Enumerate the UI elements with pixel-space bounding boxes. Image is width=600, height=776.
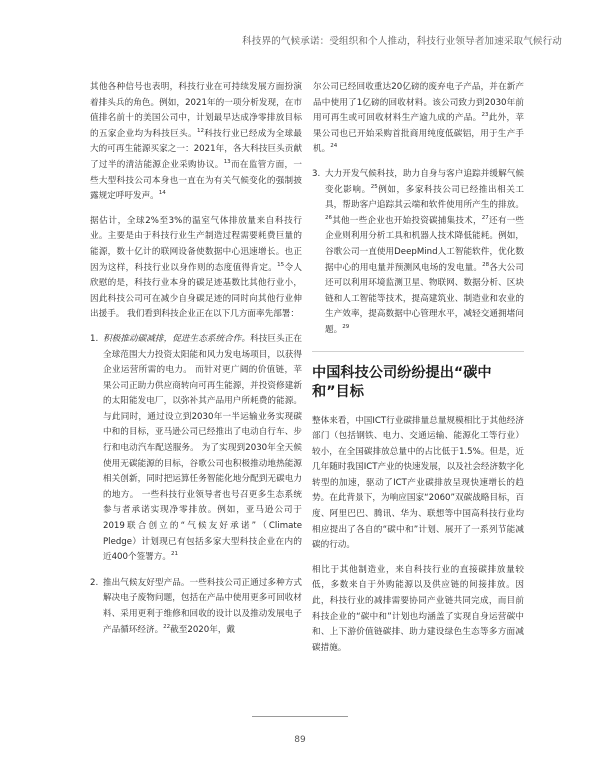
list-item: 3. 大力开发气候科技，助力自身与客户追踪并缓解气候变化影响。$^{25}$例如，多家科技公司已经推出相关工具，帮助客户追踪其云端和软件使用所产生的排放。$^{26}$其他一些企业也开始投资碳捕集技术，$^{27}$还有一些企业则利用分析工具和机器人技术降低能耗。例如，谷歌公司一直使用DeepMind人工智能软件，优化数据中心的用电量并预测风电场的发电量。$^{28}$各大公司还可以利用环境监测卫星、物联网、数据分析、区块链和人工智能等技术，提高建筑业、制造业和农业的生产效率，提高数据中心管理水平，减轻交通拥堵问题。$^{29}$ <box>312 168 524 335</box>
footnote-ref[interactable]: 23 <box>481 112 489 119</box>
list-item: 1. 积极推动碳减排，促进生态系统合作。科技巨头正在全球范围大力投资太阳能和风力发电场项目，以获得企业运营所需的电力。 而针对更广阔的价值链，苹果公司正助力供应商转向可再生能源，并投资修建新的太阳能发电厂，以弥补其产品用户所耗费的能源。 与此同时，通过设立到2030年一半运输业务实现碳中和的目标，亚马逊公司已经推出了电动自行车、步行和电动汽车配送服务。 为了实现到2030年全天候使用无碳能源的目标，谷歌公司也积极推动地热能源相关创新，同时把运算任务智能化地分配到无碳电力的地方。 一些科技行业领导者也号召更多生态系统参与者承诺实现净零排放。例如，亚马逊公司于2019联合创立的“气候友好承诺”（Climate Pledge）计划现已有包括多家大型科技企业在内的近400个签署方。$^{21}$ <box>90 333 302 563</box>
section-heading: 中国科技公司纷纷提出“碳中和”目标 <box>312 364 492 400</box>
list-number: 2. <box>90 577 99 588</box>
running-header: 科技界的气候承诺：受组织和个人推动，科技行业领导者加速采取气候行动 <box>242 36 562 47</box>
list-number: 3. <box>312 168 321 179</box>
footnote-ref[interactable]: 29 <box>342 324 350 331</box>
footnote-ref[interactable]: 25 <box>370 183 378 190</box>
footnote-ref[interactable]: 22 <box>163 623 171 630</box>
list-item-title: 积极推动碳减排，促进生态系统合作。 <box>103 333 251 344</box>
footnote-ref[interactable]: 14 <box>158 190 166 197</box>
paragraph: 整体来看，中国ICT行业碳排量总量规模相比于其他经济部门（包括钢铁、电力、交通运输、能源化工等行业）较小，在全国碳排放总量中的占比低于1.5%。但是，近几年随时我国ICT产业的快速发展，以及社会经济数字化转型的加速，驱动了ICT产业碳排放呈现快速增长的趋势。在此背景下，为响应国家“2060”双碳战略目标，百度、阿里巴巴、腾讯、华为、联想等中国高科技行业均相应提出了各自的“碳中和”计划、展开了一系列节能减碳的行动。 <box>312 415 524 551</box>
paragraph: 相比于其他制造业，来自科技行业的直接碳排放量较低，多数来自于外购能源以及供应链的间接排放。因此，科技行业的减排需要协同产业链共同完成，而目前科技企业的“碳中和”计划也均涵盖了实现自身运营碳中和、上下游价值链碳排、助力建设绿色生态等多方面减碳措施。 <box>312 564 524 653</box>
footnote-ref[interactable]: 12 <box>196 127 204 134</box>
page-number: 89 <box>294 735 306 745</box>
footer-divider <box>252 716 348 717</box>
paragraph: 其他各种信号也表明，科技行业在可持续发展方面扮演着排头兵的角色。例如，2021年的一项分析发现，在市值排名前十的美国公司中，计划最早达成净零排放目标的五家企业均为科技巨头。$^{12}$科技行业已经成为全球最大的可再生能源买家之一：2021年，各大科技巨头贡献了过半的清洁能源企业采购协议。$^{13}$而在监管方面，一些大型科技公司本身也一直在为有关气候变化的强制披露规定呼吁发声。$^{14}$ <box>90 82 302 202</box>
right-column <box>312 80 524 665</box>
footnote-ref[interactable]: 28 <box>482 261 490 268</box>
footnote-ref[interactable]: 26 <box>325 214 332 221</box>
footnote-ref[interactable]: 13 <box>223 159 231 166</box>
footnote-ref[interactable]: 21 <box>170 551 178 558</box>
list-item: 2. 推出气候友好型产品。一些科技公司正通过多种方式解决电子废物问题，包括在产品中使用更多可回收材料、采用更利于维修和回收的设计以及推动发展电子产品循环经济。$^{22}$截至2020年，戴 <box>90 577 302 635</box>
paragraph: 据估计，全球2%至3%的温室气体排放量来自科技行业。主要是由于科技行业生产制造过程需要耗费巨量的能源，数十亿计的联网设备使数据中心迅速增长。也正因为这样，科技行业以身作则的态度值得肯定。$^{15}$令人欣慰的是，科技行业本身的碳足迹基数比其他行业小，因此科技公司可在减少自身碳足迹的同时向其他行业伸出援手。 我们看到科技企业正在以下几方面率先部署： <box>90 215 302 320</box>
footnote-ref[interactable]: 27 <box>481 214 489 221</box>
left-column <box>90 80 302 648</box>
footnote-ref[interactable]: 24 <box>330 143 338 150</box>
paragraph: 尔公司已经回收重达20亿磅的废弃电子产品，并在新产品中使用了1亿磅的回收材料。该公司致力到2030年前用可再生或可回收材料生产逾九成的产品。$^{23}$此外，苹果公司也已开始采购首批商用纯度低碳铝，用于生产手机。$^{24}$ <box>313 82 524 155</box>
section-divider <box>312 351 524 352</box>
footnote-ref[interactable]: 15 <box>277 261 285 268</box>
list-number: 1. <box>90 333 99 344</box>
